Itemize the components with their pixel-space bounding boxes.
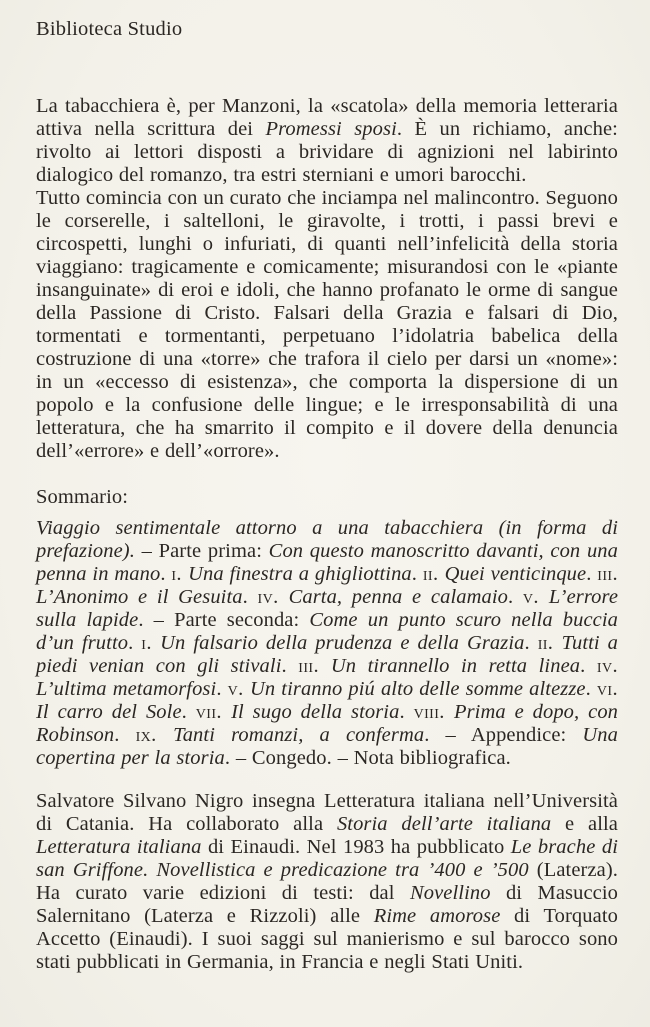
text-run-roman: . — [128, 632, 142, 654]
text-run-roman: – Parte prima: — [134, 540, 269, 562]
text-run-smallcaps: i. — [171, 563, 189, 585]
text-run-roman: . — [181, 701, 196, 723]
summary-heading: Sommario: — [36, 486, 129, 508]
text-run-smallcaps: v. — [522, 586, 549, 608]
text-run-roman: La tabacchiera è, per Manzoni, la «scatola» della memoria letteraria attiva nella scrittura dei — [36, 95, 618, 140]
text-run-roman: . — [114, 724, 136, 746]
text-run-italic: Viaggio sentimentale attorno a una tabacchiera (in forma di prefazione). — [36, 517, 618, 562]
text-run-smallcaps: i. — [141, 632, 161, 654]
text-run-roman: . — [242, 586, 258, 608]
author-bio-paragraph — [36, 790, 618, 974]
text-run-roman: . — [281, 655, 299, 677]
text-run-italic: Le brache di san Griffone. Novellistica e predicazione tra ’400 e ’500 — [36, 836, 618, 881]
text-run-italic: Il carro del Sole — [36, 701, 182, 723]
text-run-italic: Una copertina per la storia — [36, 724, 619, 769]
series-title: Biblioteca Studio — [36, 18, 183, 40]
text-run-roman: di Torquato Accetto (Einaudi). I suoi saggi sul manierismo e sul barocco sono stati pubblicati in Germania, in Francia e negli Stati Uniti. — [36, 905, 618, 973]
text-run-smallcaps: vi. — [596, 678, 619, 700]
text-run-roman: . È un richiamo, anche: rivolto ai lettori disposti a brividare di agnizioni nel labirinto dialogico del romanzo, tra estri sterniani e umori barocchi. — [36, 118, 618, 186]
text-run-italic: Come un punto scuro nella buccia d’un frutto — [36, 609, 619, 654]
blurb-paragraph-1 — [36, 95, 618, 187]
text-run-smallcaps: iii. — [298, 655, 331, 677]
text-run-roman: . — [524, 632, 538, 654]
text-run-italic: Quei venticinque — [444, 563, 587, 585]
text-run-italic: Tutti a piedi venian con gli stivali — [36, 632, 618, 677]
text-run-italic: Prima e dopo, con Robinson — [36, 701, 619, 746]
blurb-paragraph-2 — [36, 187, 618, 463]
text-run-smallcaps: ii. — [537, 632, 562, 654]
text-run-roman: . — [580, 655, 597, 677]
text-run-italic: Carta, penna e calamaio — [288, 586, 509, 608]
text-run-roman: (Laterza). Ha curato varie edizioni di testi: dal — [36, 859, 618, 904]
text-run-italic: Storia dell’arte italiana — [336, 813, 552, 835]
text-run-roman: . — [399, 701, 414, 723]
text-run-italic: Il sugo della storia — [231, 701, 400, 723]
summary-paragraph — [36, 517, 618, 770]
text-run-smallcaps: ii. — [422, 563, 445, 585]
text-run-roman: . — [508, 586, 523, 608]
text-run-roman: e alla — [551, 813, 618, 835]
text-run-smallcaps: viii. — [413, 701, 454, 723]
text-run-italic: Con questo manoscritto davanti, con una penna in mano — [36, 540, 618, 585]
text-run-roman: . — [411, 563, 423, 585]
text-run-roman: . — [160, 563, 172, 585]
text-run-italic: Un tiranno piú alto delle somme altezze — [249, 678, 586, 700]
text-run-italic: Tanti romanzi, a conferma — [173, 724, 425, 746]
text-run-italic: Letteratura italiana — [36, 836, 202, 858]
text-run-italic: Una finestra a ghigliottina — [188, 563, 412, 585]
text-run-italic: Promessi sposi — [265, 118, 397, 140]
text-run-italic: Novellino — [409, 882, 491, 904]
text-run-smallcaps: vii. — [195, 701, 232, 723]
text-run-smallcaps: iv. — [257, 586, 289, 608]
text-run-roman: di Einaudi. Nel 1983 ha pubblicato — [201, 836, 511, 858]
text-run-italic: Rime amorose — [373, 905, 501, 927]
text-run-roman: . — [216, 678, 228, 700]
text-run-smallcaps: v. — [227, 678, 250, 700]
text-run-roman: . — [585, 678, 597, 700]
text-run-italic: Un tirannello in retta linea — [330, 655, 581, 677]
text-run-roman: . — [586, 563, 598, 585]
text-run-smallcaps: iii. — [597, 563, 619, 585]
text-run-roman: Tutto comincia con un curato che inciampa nel malincontro. Seguono le corserelle, i saltelloni, le giravolte, i trotti, i passi brevi e circospetti, lunghi o infuriati, di quanti nell’infelicità della storia viaggiano: tragicamente e comicamente; misurandosi con le «piante insanguinate» di eroi e idoli, che hanno profanato le orme di sangue della Passione di Cristo. Falsari della Grazia e falsari di Dio, tormentati e tormentanti, perpetuano l’idolatria babelica della costruzione di una «torre» che trafora il cielo per darsi un «nome»: in un «eccesso di esistenza», che comporta la dispersione di un popolo e la confusione delle lingue; e le irresponsabilità di una letteratura, che ha smarrito il compito e il dovere della denuncia dell’«errore» e dell’«orrore». — [36, 187, 618, 462]
text-run-italic: Un falsario della prudenza e della Grazia — [160, 632, 525, 654]
text-run-smallcaps: ix. — [135, 724, 174, 746]
text-run-roman: . – Appendice: — [424, 724, 583, 746]
text-run-roman: Salvatore Silvano Nigro insegna Letteratura italiana nell’Università di Catania. Ha collaborato alla — [36, 790, 618, 835]
text-run-roman: . – Parte seconda: — [138, 609, 310, 631]
text-run-italic: L’ultima metamorfosi — [36, 678, 217, 700]
text-run-roman: di Masuccio Salernitano (Laterza e Rizzoli) alle — [36, 882, 618, 927]
text-run-italic: L’errore sulla lapide — [36, 586, 619, 631]
text-run-smallcaps: iv. — [596, 655, 619, 677]
text-run-roman: . – Congedo. – Nota bibliografica. — [224, 747, 511, 769]
text-run-italic: L’Anonimo e il Gesuita — [36, 586, 243, 608]
